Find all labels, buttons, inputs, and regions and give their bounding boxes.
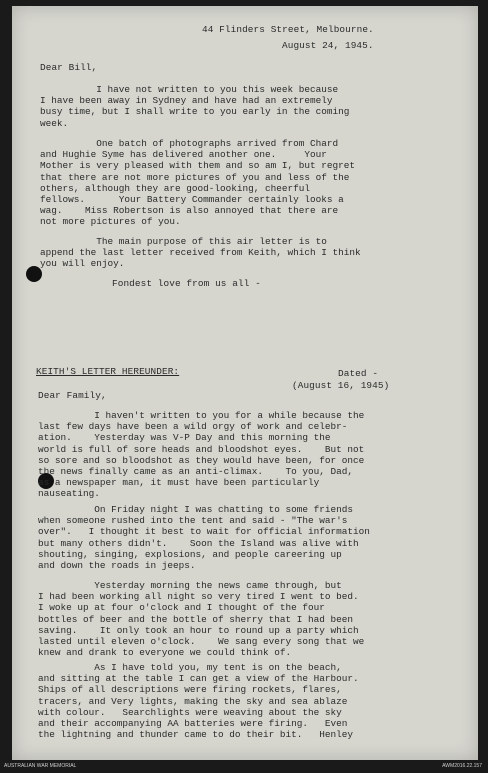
- paragraph: [40, 138, 355, 228]
- paragraph: [40, 236, 361, 270]
- text-line: fellows. Your Battery Commander certainly looks a: [40, 194, 344, 206]
- text-line: I have not written to you this week because: [40, 84, 339, 95]
- text-line: week.: [40, 117, 69, 129]
- text-line: I have been away in Sydney and have had an extremely: [40, 95, 333, 107]
- footer: [0, 761, 488, 771]
- text-line: and their accompanying AA batteries were firing. Even: [38, 718, 348, 730]
- text-line: lasted until eleven o'clock. We sang every song that we: [38, 636, 365, 648]
- text-line: you will enjoy.: [40, 258, 125, 270]
- footer-left: AUSTRALIAN WAR MEMORIAL: [4, 763, 77, 769]
- text-line: and sitting at the table I can get a view of the Harbour.: [38, 673, 359, 685]
- text-line: as a newspaper man, it must have been particularly: [38, 477, 320, 489]
- text-line: and Hughie Syme has delivered another one. Your: [40, 149, 327, 161]
- text-line: not more pictures of you.: [40, 216, 181, 228]
- text-line: Yesterday morning the news came through, but: [38, 580, 342, 591]
- text-line: Ships of all descriptions were firing rockets, flares,: [38, 684, 342, 696]
- text-line: over". I thought it best to wait for official information: [38, 526, 370, 538]
- text-line: others, although they are good-looking, cheerful: [40, 182, 311, 194]
- dated-label: Dated -: [338, 368, 379, 379]
- text-line: I had been working all night so very tired I went to bed.: [38, 591, 359, 603]
- dated-value: (August 16, 1945): [292, 380, 390, 391]
- text-line: with colour. Searchlights were weaving about the sky: [38, 706, 342, 718]
- text-line: and down the roads in jeeps.: [38, 560, 196, 572]
- text-line: As I have told you, my tent is on the beach,: [38, 662, 342, 673]
- text-line: ation. Yesterday was V-P Day and this morning the: [38, 432, 331, 444]
- text-line: knew and drank to everyone we could think of.: [38, 647, 292, 659]
- paragraph: [38, 410, 364, 500]
- text-line: wag. Miss Robertson is also annoyed that there are: [40, 205, 339, 217]
- text-line: the news finally came as an anti-climax. To you, Dad,: [38, 466, 354, 478]
- letter-date: August 24, 1945.: [282, 40, 374, 51]
- text-line: nauseating.: [38, 488, 100, 500]
- text-line: saving. It only took an hour to round up a party which: [38, 624, 359, 636]
- text-line: that there are not more pictures of you and less of the: [40, 171, 350, 183]
- text-line: append the last letter received from Keith, which I think: [40, 247, 361, 259]
- text-line: I woke up at four o'clock and I thought of the four: [38, 602, 325, 614]
- text-line: when someone rushed into the tent and said - "The war's: [38, 515, 348, 527]
- paragraph: [38, 504, 370, 571]
- text-line: On Friday night I was chatting to some friends: [38, 504, 354, 515]
- text-line: tracers, and Very lights, making the sky and sea ablaze: [38, 695, 348, 707]
- closing-line: Fondest love from us all -: [112, 278, 261, 289]
- sender-address: 44 Flinders Street, Melbourne.: [202, 24, 374, 35]
- text-line: The main purpose of this air letter is to: [40, 236, 327, 247]
- text-line: One batch of photographs arrived from Chard: [40, 138, 339, 149]
- paragraph: [38, 662, 359, 740]
- letter-page: [12, 6, 478, 760]
- text-line: bottles of beer and the bottle of sherry that I had been: [38, 613, 354, 625]
- salutation: Dear Family,: [38, 390, 107, 401]
- paragraph: [38, 580, 364, 658]
- text-line: I haven't written to you for a while because the: [38, 410, 365, 421]
- text-line: so sore and so bloodshot as they would have been, for once: [38, 454, 365, 466]
- text-line: the lightning and thunder came to do their bit. Henley: [38, 729, 354, 741]
- text-line: busy time, but I shall write to you early in the coming: [40, 106, 350, 118]
- paragraph: [40, 84, 349, 129]
- text-line: world is full of sore heads and bloodshot eyes. But not: [38, 443, 365, 455]
- text-line: Mother is very pleased with them and so am I, but regret: [40, 160, 356, 172]
- text-line: shouting, singing, explosions, and people careering up: [38, 548, 342, 560]
- salutation: Dear Bill,: [40, 62, 98, 73]
- text-line: but many others didn't. Soon the Island was alive with: [38, 537, 359, 549]
- footer-right: AWM2016.22.157: [442, 763, 482, 769]
- text-line: last few days have been a wild orgy of work and celebr-: [38, 421, 348, 433]
- section-heading: KEITH'S LETTER HEREUNDER:: [36, 366, 180, 377]
